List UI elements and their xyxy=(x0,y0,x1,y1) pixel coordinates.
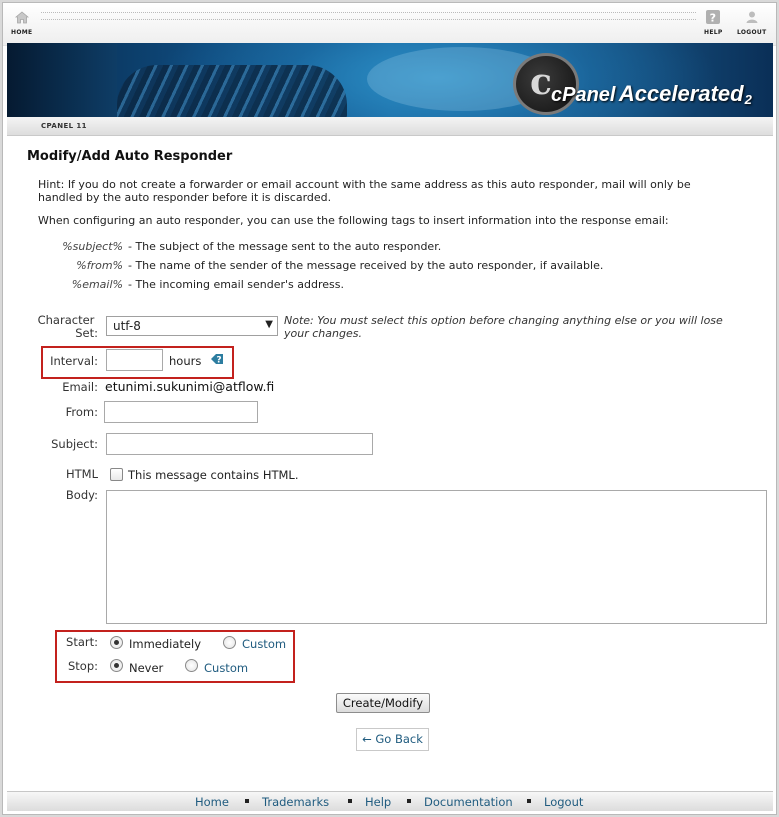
footer-link-trademarks[interactable]: Trademarks xyxy=(262,795,330,809)
svg-text:?: ? xyxy=(216,355,222,366)
home-nav-button[interactable] xyxy=(11,9,32,36)
start-custom-label[interactable]: Custom xyxy=(242,637,287,651)
cpanel-logo-icon: c xyxy=(513,53,579,115)
interval-input[interactable] xyxy=(106,349,163,371)
tag-description: - The subject of the message sent to the auto responder. xyxy=(128,240,442,253)
charset-select[interactable] xyxy=(106,316,278,336)
help-icon xyxy=(705,9,721,25)
tags-intro: When configuring an auto responder, you can use the following tags to insert information into the response email: xyxy=(38,214,669,227)
tag-row-email xyxy=(3,278,776,291)
page-frame xyxy=(2,2,777,815)
tag-description: - The incoming email sender's address. xyxy=(128,278,344,291)
charset-label: Character Set: xyxy=(37,313,98,340)
charset-selected-value: utf-8 xyxy=(113,319,141,333)
footer-link-logout[interactable]: Logout xyxy=(544,795,584,809)
page-title: Modify/Add Auto Responder xyxy=(27,149,233,164)
svg-text:?: ? xyxy=(709,11,717,25)
nav-divider xyxy=(41,12,696,20)
tag-name: %email% xyxy=(71,278,123,291)
footer-separator xyxy=(527,799,531,803)
start-immediately-label: Immediately xyxy=(129,637,201,651)
cpanel-logo-text: cPanel Accelerated$_2$ xyxy=(551,81,752,108)
tag-row-subject xyxy=(3,240,776,253)
breadcrumb: CPANEL 11 xyxy=(41,122,87,130)
start-label: Start: xyxy=(66,635,98,649)
hint-text-line-1: Hint: If you do not create a forwarder or email account with the same address as this auto responder, mail will only be xyxy=(38,178,691,191)
footer-separator xyxy=(348,799,352,803)
html-checkbox[interactable] xyxy=(110,468,123,481)
stop-custom-radio[interactable] xyxy=(185,659,198,672)
help-nav-button[interactable] xyxy=(704,9,723,36)
body-textarea[interactable] xyxy=(106,490,767,624)
chevron-down-icon: ▼ xyxy=(265,319,273,330)
interval-label: Interval: xyxy=(50,354,98,368)
html-checkbox-label: This message contains HTML. xyxy=(128,468,299,482)
help-nav-label: HELP xyxy=(704,29,723,36)
home-icon xyxy=(14,9,30,25)
interval-unit: hours xyxy=(169,354,202,368)
breadcrumb-bar xyxy=(7,117,773,136)
stop-label: Stop: xyxy=(67,659,98,673)
hint-text-line-2: handled by the auto responder before it is discarded. xyxy=(38,191,332,204)
html-label: HTML xyxy=(65,467,98,481)
user-icon xyxy=(744,9,760,25)
home-nav-label: HOME xyxy=(11,29,33,36)
stop-never-label: Never xyxy=(129,661,164,675)
subject-input[interactable] xyxy=(106,433,373,455)
go-back-link[interactable]: ← Go Back xyxy=(356,728,429,751)
tag-description: - The name of the sender of the message received by the auto responder, if available. xyxy=(128,259,604,272)
cables-graphic xyxy=(117,65,347,117)
stop-custom-label[interactable]: Custom xyxy=(204,661,249,675)
from-label: From: xyxy=(65,405,98,419)
footer-separator xyxy=(407,799,411,803)
tag-name: %from% xyxy=(76,259,123,272)
charset-note: Note: You must select this option before changing anything else or you will lose your changes. xyxy=(284,314,723,340)
footer-link-documentation[interactable]: Documentation xyxy=(424,795,513,809)
from-input[interactable] xyxy=(104,401,258,423)
body-label: Body: xyxy=(65,488,98,502)
logout-nav-label: LOGOUT xyxy=(737,29,767,36)
footer-link-home[interactable]: Home xyxy=(195,795,229,809)
footer-separator xyxy=(245,799,249,803)
stop-never-radio[interactable] xyxy=(110,659,123,672)
cpanel-banner xyxy=(7,43,773,117)
start-custom-radio[interactable] xyxy=(223,636,236,649)
footer-links xyxy=(7,791,773,811)
top-nav xyxy=(3,3,776,46)
footer-link-help[interactable]: Help xyxy=(365,795,392,809)
email-label: Email: xyxy=(62,380,98,394)
subject-label: Subject: xyxy=(51,437,98,451)
logout-nav-button[interactable] xyxy=(737,9,767,36)
email-value: etunimi.sukunimi@atflow.fi xyxy=(105,379,275,394)
start-immediately-radio[interactable] xyxy=(110,636,123,649)
help-tag-icon[interactable] xyxy=(210,352,224,366)
tag-name: %subject% xyxy=(62,240,123,253)
tag-row-from xyxy=(3,259,776,272)
create-modify-button[interactable]: Create/Modify xyxy=(336,693,430,713)
